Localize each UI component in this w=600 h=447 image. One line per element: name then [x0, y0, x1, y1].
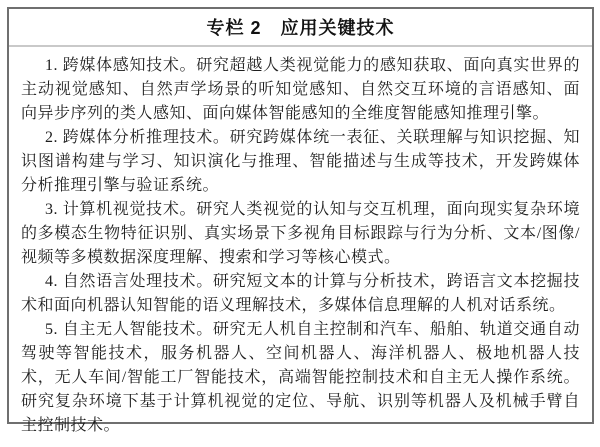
- tech-paragraph-computer-vision: 3. 计算机视觉技术。研究人类视觉的认知与交互机理，面向现实复杂环境的多模态生物特征识别、真实场景下多视角目标跟踪与行为分析、文本/图像/视频等多模数据深度理解、搜索和学习等核心模式。: [21, 201, 580, 266]
- tech-paragraph-cross-media-perception: 1. 跨媒体感知技术。研究超越人类视觉能力的感知获取、面向真实世界的主动视觉感知、自然声学场景的听知觉感知、自然交互环境的言语感知、面向异步序列的类人感知、面向媒体智能感知的全维度智能感知推理引擎。: [21, 57, 580, 122]
- tech-paragraph-nlp: 4. 自然语言处理技术。研究短文本的计算与分析技术，跨语言文本挖掘技术和面向机器认知智能的语义理解技术，多媒体信息理解的人机对话系统。: [21, 273, 580, 314]
- tech-paragraph-cross-media-analysis-reasoning: 2. 跨媒体分析推理技术。研究跨媒体统一表征、关联理解与知识挖掘、知识图谱构建与学习、知识演化与推理、智能描述与生成等技术，开发跨媒体分析推理引擎与验证系统。: [21, 129, 580, 194]
- key-tech-panel: [7, 7, 594, 434]
- panel-title: 专栏 2 应用关键技术: [206, 18, 395, 38]
- tech-paragraph-autonomous-unmanned-intelligence: 5. 自主无人智能技术。研究无人机自主控制和汽车、船舶、轨道交通自动驾驶等智能技术，服务机器人、空间机器人、海洋机器人、极地机器人技术，无人车间/智能工厂智能技术，高端智能控制技术和自主无人操作系统。研究复杂环境下基于计算机视觉的定位、导航、识别等机器人及机械手臂自主控制技术。: [21, 321, 580, 434]
- panel-title-row: [9, 9, 592, 47]
- panel-body: [9, 47, 592, 447]
